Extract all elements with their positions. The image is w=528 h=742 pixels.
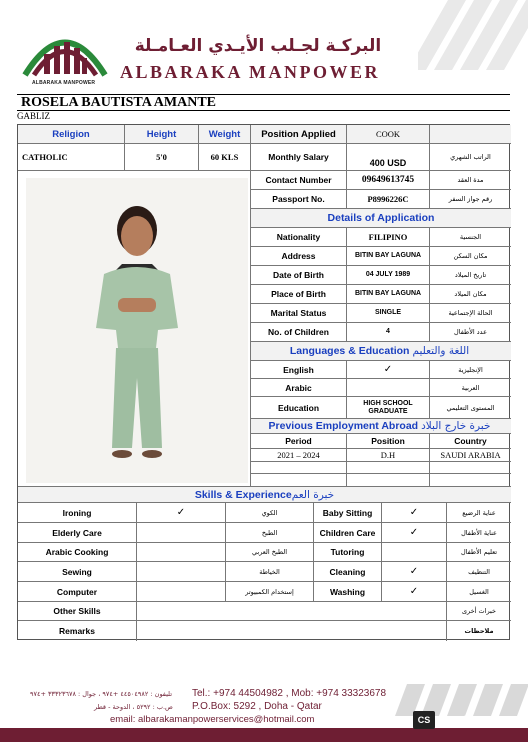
logo-caption: ALBARAKA MANPOWER bbox=[32, 80, 96, 86]
skill-ironing-label: Ironing bbox=[18, 503, 137, 523]
address-value: BITIN BAY LAGUNA bbox=[347, 247, 430, 266]
camscanner-text: CamScanner bbox=[439, 714, 504, 726]
position-header: Position bbox=[347, 434, 430, 449]
skill-sewing-check bbox=[137, 562, 226, 582]
english-check: ✓ bbox=[347, 361, 430, 379]
skill-computer-arabic: إستخدام الكمبيوتر bbox=[226, 582, 314, 602]
letterhead bbox=[0, 0, 528, 92]
languages-section-arabic: اللغة والتعليم bbox=[412, 345, 470, 357]
footer-phone: Tel.: +974 44504982 , Mob: +974 33323678 bbox=[192, 688, 387, 699]
english-arabic: الإنجليزية bbox=[430, 361, 511, 379]
camscanner-watermark bbox=[413, 709, 528, 731]
religion-value: CATHOLIC bbox=[18, 144, 125, 171]
country-header: Country bbox=[430, 434, 511, 449]
skill-washing-label: Washing bbox=[314, 582, 382, 602]
contact-number-label: Contact Number bbox=[251, 171, 347, 190]
agency-english-title: ALBARAKA MANPOWER bbox=[120, 62, 381, 82]
height-header: Height bbox=[125, 125, 199, 144]
arabic-language-label: Arabic bbox=[251, 379, 347, 397]
candidate-code: GABLIZ bbox=[17, 111, 50, 121]
passport-number-label: Passport No. bbox=[251, 190, 347, 209]
employment-period-2 bbox=[251, 462, 347, 474]
footer-email: email: albarakamanpowerservices@hotmail.com bbox=[110, 714, 315, 725]
skill-ironing-check: ✓ bbox=[137, 503, 226, 523]
other-skills-label: Other Skills bbox=[18, 602, 137, 621]
skill-washing-arabic: الغسيل bbox=[447, 582, 511, 602]
education-label: Education bbox=[251, 397, 347, 419]
skill-children-care-arabic: عناية الأطفال bbox=[447, 523, 511, 543]
date-of-birth-value: 04 JULY 1989 bbox=[347, 266, 430, 285]
other-skills-arabic: خبرات أخرى bbox=[447, 602, 511, 621]
height-value: 5'0 bbox=[125, 144, 199, 171]
passport-number-arabic: رقم جواز السفر bbox=[430, 190, 511, 209]
address-label: Address bbox=[251, 247, 347, 266]
place-of-birth-value: BITIN BAY LAGUNA bbox=[347, 285, 430, 304]
skill-arabic-cooking-label: Arabic Cooking bbox=[18, 543, 137, 562]
skill-baby-sitting-arabic: عناية الرضيع bbox=[447, 503, 511, 523]
skill-children-care-label: Children Care bbox=[314, 523, 382, 543]
skill-washing-check: ✓ bbox=[382, 582, 447, 602]
passport-number-value: P8996226C bbox=[347, 190, 430, 209]
position-blank-cell bbox=[430, 125, 511, 144]
monthly-salary-arabic: الراتب الشهري bbox=[430, 144, 511, 171]
arabic-language-arabic: العربية bbox=[430, 379, 511, 397]
candidate-photo bbox=[26, 178, 248, 483]
nationality-label: Nationality bbox=[251, 228, 347, 247]
skill-baby-sitting-check: ✓ bbox=[382, 503, 447, 523]
address-arabic: مكان السكن bbox=[430, 247, 511, 266]
skills-section-english: Skills & Experience bbox=[194, 488, 292, 501]
employment-position-2 bbox=[347, 462, 430, 474]
position-applied-header: Position Applied bbox=[251, 125, 347, 144]
children-count-label: No. of Children bbox=[251, 323, 347, 342]
contact-number-arabic: مدة العقد bbox=[430, 171, 511, 190]
employment-country-2 bbox=[430, 462, 511, 474]
employment-position-1: D.H bbox=[347, 449, 430, 462]
arabic-language-check bbox=[347, 379, 430, 397]
period-header: Period bbox=[251, 434, 347, 449]
children-count-value: 4 bbox=[347, 323, 430, 342]
skill-sewing-label: Sewing bbox=[18, 562, 137, 582]
employment-section-header bbox=[251, 419, 511, 434]
other-skills-value bbox=[137, 602, 447, 621]
skill-cleaning-arabic: التنظيف bbox=[447, 562, 511, 582]
camscanner-logo-icon: CS bbox=[413, 711, 435, 729]
employment-period-1: 2021 – 2024 bbox=[251, 449, 347, 462]
footer-arabic-phone: تليفون : ٤٤٥٠٤٩٨٢ +٩٧٤ ، جوال : ٣٣٣٢٣٦٧٨ +٩٧٤ bbox=[30, 690, 173, 698]
employment-section-english: Previous Employment Abroad bbox=[268, 420, 419, 432]
employment-country-3 bbox=[430, 474, 511, 487]
skill-computer-check bbox=[137, 582, 226, 602]
date-of-birth-arabic: تاريخ الميلاد bbox=[430, 266, 511, 285]
weight-value: 60 KLS bbox=[199, 144, 251, 171]
monthly-salary-value: 400 USD bbox=[347, 144, 430, 171]
place-of-birth-label: Place of Birth bbox=[251, 285, 347, 304]
employment-position-3 bbox=[347, 474, 430, 487]
children-count-arabic: عدد الأطفال bbox=[430, 323, 511, 342]
contact-number-value: 09649613745 bbox=[347, 171, 430, 190]
skill-elderly-care-label: Elderly Care bbox=[18, 523, 137, 543]
monthly-salary-label: Monthly Salary bbox=[251, 144, 347, 171]
religion-header: Religion bbox=[18, 125, 125, 144]
employment-section-arabic: خبرة خارج البلاد bbox=[421, 420, 491, 432]
weight-header: Weight bbox=[199, 125, 251, 144]
application-form-table bbox=[17, 124, 510, 640]
skill-tutoring-arabic: تعليم الأطفال bbox=[447, 543, 511, 562]
skill-cleaning-check: ✓ bbox=[382, 562, 447, 582]
skill-arabic-cooking-arabic: الطبخ العربي bbox=[226, 543, 314, 562]
skill-baby-sitting-label: Baby Sitting bbox=[314, 503, 382, 523]
skill-tutoring-check bbox=[382, 543, 447, 562]
remarks-arabic: ملاحظات bbox=[464, 627, 494, 635]
corner-stripes-decoration bbox=[418, 0, 528, 70]
skill-sewing-arabic: الخياطة bbox=[226, 562, 314, 582]
remarks-label: Remarks bbox=[18, 621, 137, 641]
details-section-header: Details of Application bbox=[251, 209, 511, 228]
place-of-birth-arabic: مكان الميلاد bbox=[430, 285, 511, 304]
footer-address: P.O.Box: 5292 , Doha - Qatar bbox=[192, 701, 322, 712]
skill-computer-label: Computer bbox=[18, 582, 137, 602]
employment-period-3 bbox=[251, 474, 347, 487]
candidate-name: ROSELA BAUTISTA AMANTE bbox=[17, 94, 510, 111]
skill-arabic-cooking-check bbox=[137, 543, 226, 562]
albaraka-logo-icon bbox=[20, 20, 110, 80]
footer-arabic-address: ص.ب : ٥٢٩٢ ، الدوحة - قطر bbox=[94, 703, 173, 711]
education-arabic: المستوى التعليمي bbox=[430, 397, 511, 419]
skill-cleaning-label: Cleaning bbox=[314, 562, 382, 582]
skill-elderly-care-arabic: الطبخ bbox=[226, 523, 314, 543]
languages-section-header bbox=[251, 342, 511, 361]
skills-section-arabic: خبرة العم bbox=[291, 488, 335, 501]
english-label: English bbox=[251, 361, 347, 379]
languages-section-english: Languages & Education bbox=[289, 345, 410, 357]
education-value: HIGH SCHOOL GRADUATE bbox=[347, 397, 430, 419]
marital-status-value: SINGLE bbox=[347, 304, 430, 323]
skill-ironing-arabic: الكوي bbox=[226, 503, 314, 523]
agency-arabic-title: البركـة لجـلب الأيـدي العـامـلة bbox=[134, 36, 382, 56]
remarks-value bbox=[137, 621, 447, 641]
nationality-arabic: الجنسية bbox=[430, 228, 511, 247]
date-of-birth-label: Date of Birth bbox=[251, 266, 347, 285]
marital-status-label: Marital Status bbox=[251, 304, 347, 323]
position-applied-value: COOK bbox=[347, 125, 430, 144]
nationality-value: FILIPINO bbox=[347, 228, 430, 247]
employment-country-1: SAUDI ARABIA bbox=[430, 449, 511, 462]
skill-tutoring-label: Tutoring bbox=[314, 543, 382, 562]
skills-section-header bbox=[18, 487, 511, 503]
skill-elderly-care-check bbox=[137, 523, 226, 543]
marital-status-arabic: الحالة الإجتماعية bbox=[430, 304, 511, 323]
skill-children-care-check: ✓ bbox=[382, 523, 447, 543]
